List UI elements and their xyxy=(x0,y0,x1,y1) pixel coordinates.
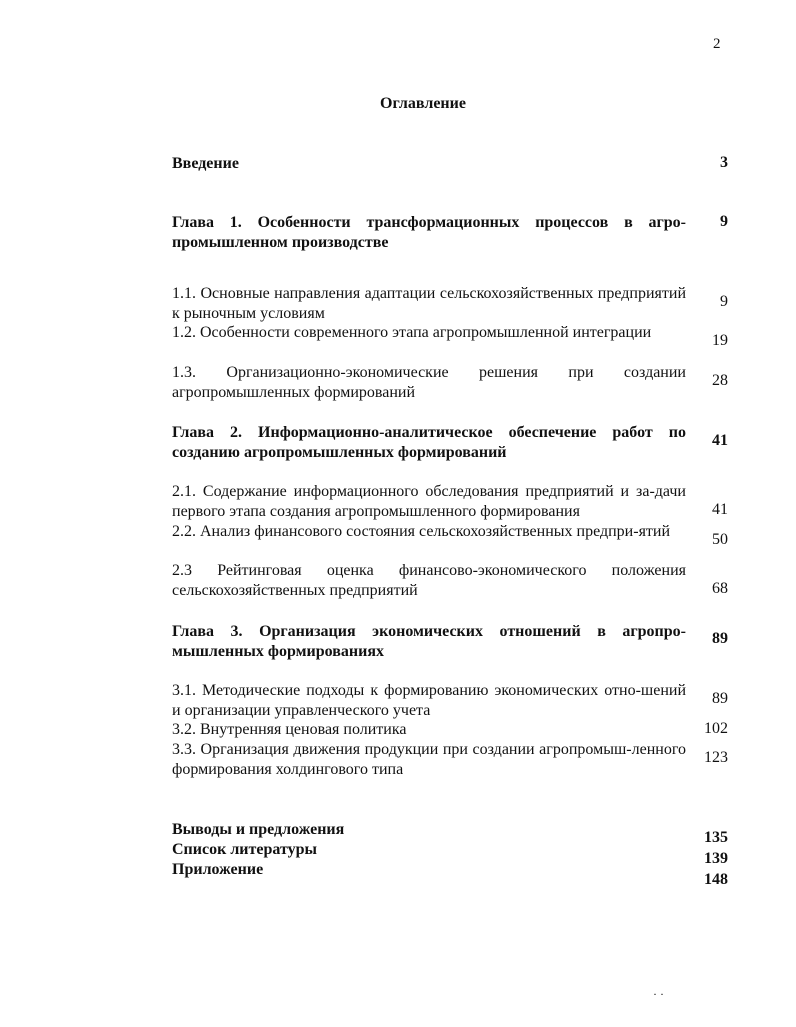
toc-entry-appendix: Приложение xyxy=(172,861,264,878)
toc-page-section-2-3: 68 xyxy=(712,580,728,597)
toc-page-section-2-2: 50 xyxy=(712,531,728,548)
toc-entry-section-1-3: 1.3. Организационно-экономические решения при создании агропромышленных формирований xyxy=(172,364,686,401)
toc-entry-section-2-3: 2.3 Рейтинговая оценка финансово-экономического положения сельскохозяйственных предприятий xyxy=(172,562,686,599)
scan-artifact-dots: · · xyxy=(653,987,664,1001)
toc-page-chapter-2: 41 xyxy=(712,432,728,449)
toc-page-references: 139 xyxy=(704,850,728,867)
toc-entry-section-3-1: 3.1. Методические подходы к формированию экономических отно-шений и организации управленческого учета xyxy=(172,682,686,719)
toc-page-chapter-1: 9 xyxy=(720,213,728,230)
toc-page-section-3-3: 123 xyxy=(704,749,728,766)
toc-page-section-1-1: 9 xyxy=(720,293,728,310)
toc-entry-section-2-2: 2.2. Анализ финансового состояния сельскохозяйственных предпри-ятий xyxy=(172,523,671,540)
page-number: 2 xyxy=(713,36,721,52)
toc-page-section-3-2: 102 xyxy=(704,720,728,737)
toc-page-introduction: 3 xyxy=(720,154,728,171)
toc-entry-section-2-1: 2.1. Содержание информационного обследования предприятий и за-дачи первого этапа создания агропромышленного формирования xyxy=(172,483,686,520)
toc-entry-chapter-1: Глава 1. Особенности трансформационных процессов в агро-промышленном производстве xyxy=(172,214,686,251)
toc-entry-introduction: Введение xyxy=(172,155,239,172)
toc-page-appendix: 148 xyxy=(704,871,728,888)
toc-entry-section-3-3: 3.3. Организация движения продукции при создании агропромыш-ленного формирования холдингового типа xyxy=(172,741,686,778)
toc-page-chapter-3: 89 xyxy=(712,630,728,647)
toc-entry-conclusions: Выводы и предложения xyxy=(172,821,345,838)
toc-page-section-3-1: 89 xyxy=(712,690,728,707)
toc-entry-section-1-2: 1.2. Особенности современного этапа агропромышленной интеграции xyxy=(172,324,652,341)
toc-entry-section-3-2: 3.2. Внутренняя ценовая политика xyxy=(172,721,407,738)
toc-page-section-1-3: 28 xyxy=(712,372,728,389)
toc-page-section-1-2: 19 xyxy=(712,332,728,349)
toc-entry-chapter-2: Глава 2. Информационно-аналитическое обеспечение работ по созданию агропромышленных формирований xyxy=(172,424,686,461)
toc-entry-chapter-3: Глава 3. Организация экономических отношений в агропро-мышленных формированиях xyxy=(172,623,686,660)
toc-page-section-2-1: 41 xyxy=(712,501,728,518)
toc-entry-section-1-1: 1.1. Основные направления адаптации сельскохозяйственных предприятий к рыночным условиям xyxy=(172,285,686,322)
toc-page-conclusions: 135 xyxy=(704,829,728,846)
toc-entry-references: Список литературы xyxy=(172,841,317,858)
toc-title: Оглавление xyxy=(380,95,466,112)
